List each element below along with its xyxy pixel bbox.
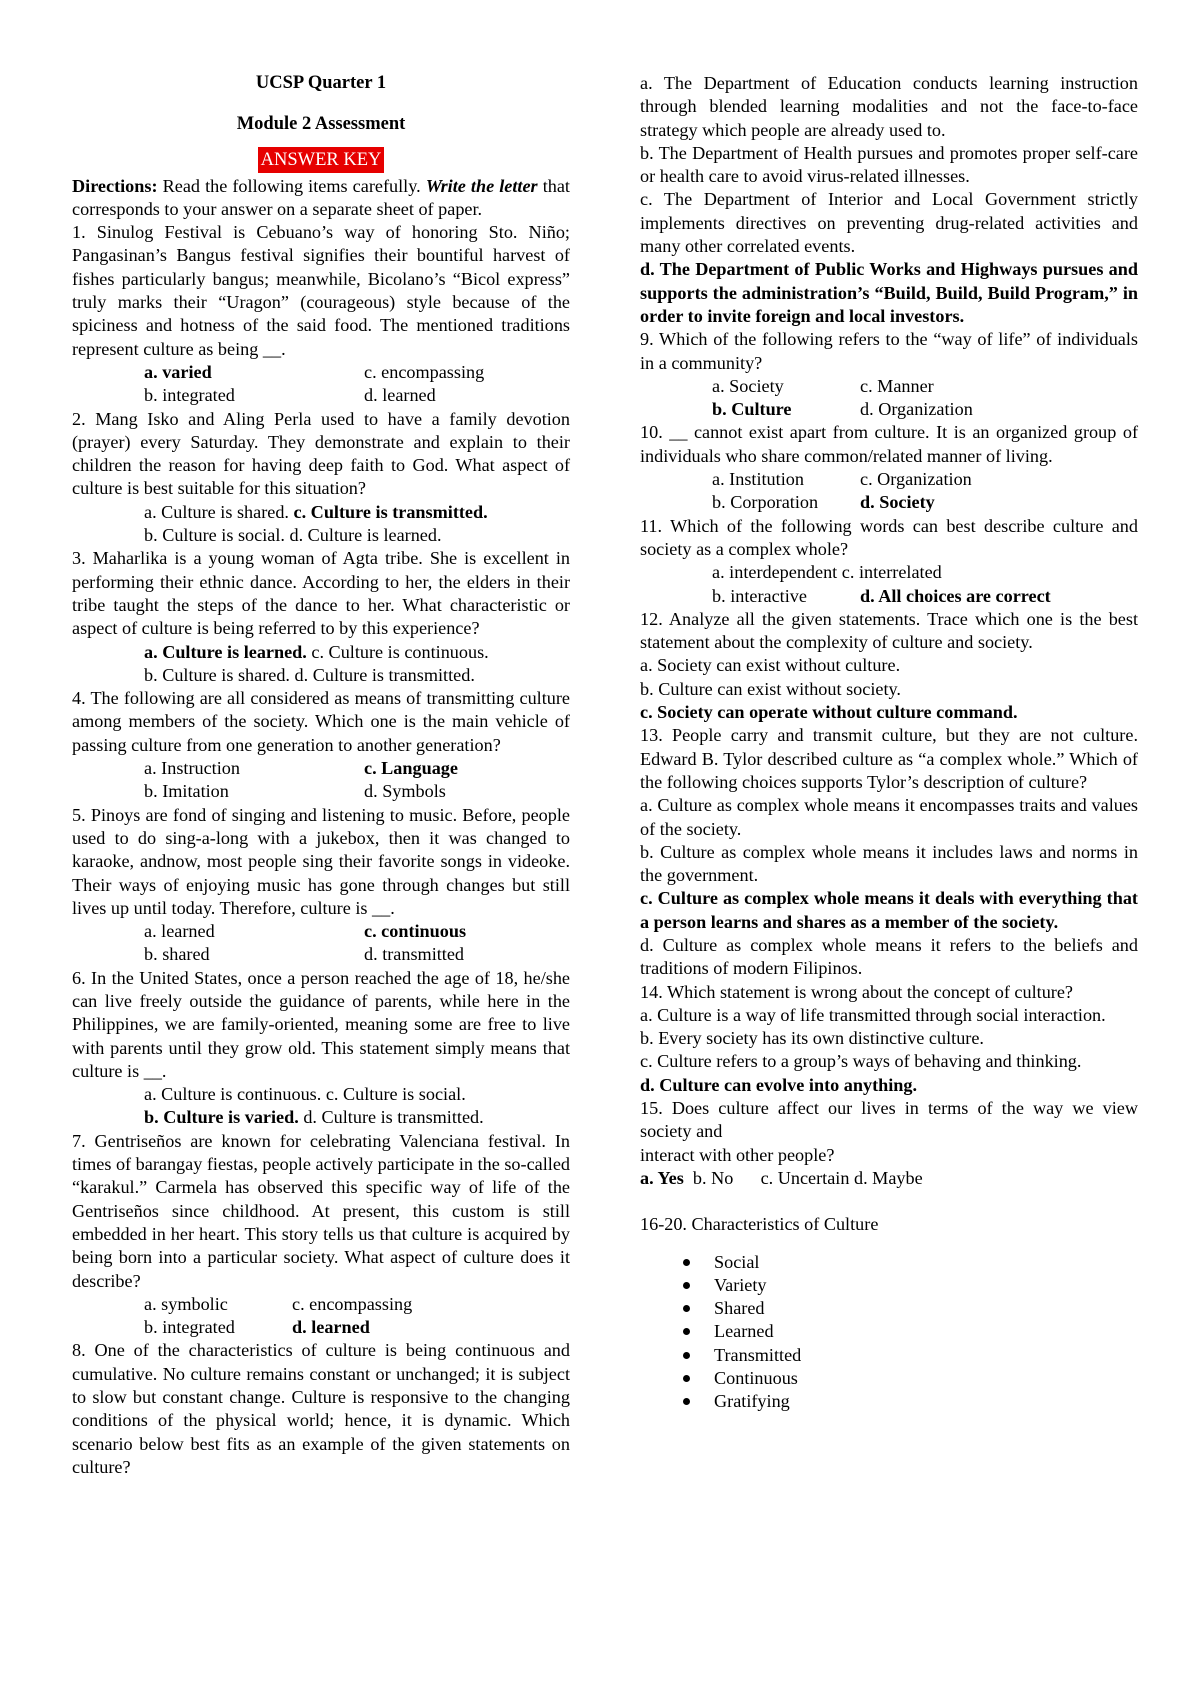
question-14-option-a: a. Culture is a way of life transmitted through social interaction. — [640, 1004, 1106, 1025]
question-2: 2. Mang Isko and Aling Perla used to have a family devotion (prayer) every Saturday. They demonstrate and explain to their children the reason for having deep faith to God. What aspect of culture is best suitable for this situation? — [72, 408, 570, 499]
option-answer: b. Culture — [712, 399, 792, 420]
question-2-options: a. Culture is shared. c. Culture is transmitted. — [144, 501, 488, 522]
list-item: Social — [714, 1251, 1138, 1274]
document-subtitle: Module 2 Assessment — [236, 114, 406, 135]
question-15-options: a. Yes b. No c. Uncertain d. Maybe — [640, 1167, 923, 1188]
question-8-option-b: b. The Department of Health pursues and promotes proper self-care or health care to avoid virus-related illnesses. — [640, 142, 1138, 187]
question-10: 10. __ cannot exist apart from culture. It is an organized group of individuals who share common/related manner of living. — [640, 422, 1138, 466]
question-8-option-d-answer: d. The Department of Public Works and Highways pursues and supports the administration’s “Build, Build, Build Program,” in order to invite foreign and local investors. — [640, 259, 1138, 326]
option: d. Symbols — [364, 781, 446, 802]
option-answer: b. Culture is varied. — [144, 1107, 299, 1128]
option: d. Organization — [860, 399, 973, 420]
question-10-options — [640, 468, 1138, 515]
option-answer: c. Culture is transmitted. — [293, 501, 488, 522]
list-item: Gratifying — [714, 1390, 1138, 1413]
question-1: 1. Sinulog Festival is Cebuano’s way of honoring Sto. Niño; Pangasinan’s Bangus festival signifies their bountiful harvest of fishes particularly bangus; meanwhile, Bicolano’s “Bicol express” truly marks their “Uragon” (courageous) style because of the spiciness and hotness of the said food. The mentioned traditions represent culture as being __. — [72, 222, 570, 359]
option-answer: a. Yes — [640, 1167, 684, 1188]
question-9: 9. Which of the following refers to the “way of life” of individuals in a community? — [640, 329, 1138, 373]
question-13-option-b: b. Culture as complex whole means it includes laws and norms in the government. — [640, 841, 1138, 886]
option: a. Society — [712, 375, 784, 396]
list-item: Transmitted — [714, 1344, 1138, 1367]
option: c. Organization — [860, 469, 972, 490]
option: a. symbolic — [144, 1293, 228, 1314]
question-5-options — [72, 920, 570, 967]
list-item: Continuous — [714, 1367, 1138, 1390]
question-3: 3. Maharlika is a young woman of Agta tribe. She is excellent in performing their ethnic dance. According to her, the elders in their tribe taught the steps of the dance to her. What characteristic or aspect of culture is being referred to by this experience? — [72, 548, 570, 639]
question-4-options — [72, 757, 570, 804]
question-12-option-b: b. Culture can exist without society. — [640, 678, 901, 699]
question-8: 8. One of the characteristics of culture is being continuous and cumulative. No culture remains constant or unchanged; it is subject to slow but constant change. Culture is responsive to the changing conditions of the physical world; hence, it is dynamic. Which scenario below best fits as an example of the given statements on culture? — [72, 1340, 570, 1477]
question-13-option-a: a. Culture as complex whole means it encompasses traits and values of the society. — [640, 795, 1138, 839]
section-heading: 16-20. Characteristics of Culture — [640, 1214, 879, 1235]
question-14-option-c: c. Culture refers to a group’s ways of behaving and thinking. — [640, 1051, 1082, 1072]
option: c. encompassing — [364, 361, 485, 382]
question-5: 5. Pinoys are fond of singing and listening to music. Before, people used to do sing-a-long with a jukebox, then it was changed to karaoke, andnow, most people sing their favorite songs in videoke. Their ways of enjoying music has gone through changes but still lives up until today. Therefore, culture is __. — [72, 804, 570, 918]
option-answer: c. Language — [364, 758, 458, 779]
option: b. integrated — [144, 1317, 235, 1338]
characteristics-list — [640, 1251, 1138, 1414]
directions-label: Directions: — [72, 175, 158, 196]
option: b. integrated — [144, 385, 235, 406]
question-13-option-c-answer: c. Culture as complex whole means it deals with everything that a person learns and shares as a member of the society. — [640, 888, 1138, 932]
question-8-option-c: c. The Department of Interior and Local Government strictly implements directives on preventing drug-related activities and many other correlated events. — [640, 189, 1138, 257]
option-answer: a. varied — [144, 361, 212, 382]
option: d. learned — [364, 385, 436, 406]
question-13: 13. People carry and transmit culture, but they are not culture. Edward B. Tylor described culture as “a complex whole.” Which of the following choices supports Tylor’s description of culture? — [640, 725, 1138, 792]
directions-emphasis: Write the letter — [425, 175, 538, 196]
option: b. Corporation — [712, 492, 819, 513]
left-column — [72, 72, 570, 1479]
question-14-option-d-answer: d. Culture can evolve into anything. — [640, 1074, 918, 1095]
list-item: Variety — [714, 1274, 1138, 1297]
option-answer: d. All choices are correct — [860, 585, 1051, 606]
option: c. Manner — [860, 375, 934, 396]
question-8-option-a: a. The Department of Education conducts learning instruction through blended learning modalities and not the face-to-face strategy which people are already used to. — [640, 73, 1138, 140]
option-answer: d. learned — [292, 1317, 370, 1338]
question-9-options — [640, 375, 1138, 422]
option-answer: d. Society — [860, 492, 935, 513]
option-answer: c. continuous — [364, 921, 467, 942]
question-3-options: a. Culture is learned. c. Culture is continuous. — [144, 641, 489, 662]
question-6-options-line2: b. Culture is varied. d. Culture is transmitted. — [144, 1107, 484, 1128]
question-7-options — [72, 1293, 570, 1340]
question-11: 11. Which of the following words can best describe culture and society as a complex whole? — [640, 515, 1138, 559]
question-7: 7. Gentriseños are known for celebrating Valenciana festival. In times of barangay fiestas, people actively participate in the so-called “karakul.” Carmela has observed this specific way of life of the Gentriseños since childhood. At present, this custom is still embedded in her heart. This story tells us that culture is acquired by being born into a particular society. What aspect of culture does it describe? — [72, 1130, 570, 1291]
question-4: 4. The following are all considered as means of transmitting culture among members of the society. Which one is the main vehicle of passing culture from one generation to another generation? — [72, 688, 570, 755]
list-item: Learned — [714, 1320, 1138, 1343]
question-11-options-line2 — [640, 585, 1138, 608]
option: a. learned — [144, 921, 215, 942]
question-3-options-line2: b. Culture is shared. d. Culture is transmitted. — [144, 664, 475, 685]
option: c. encompassing — [292, 1293, 413, 1314]
question-12-option-a: a. Society can exist without culture. — [640, 655, 901, 676]
question-1-options — [72, 361, 570, 408]
question-12: 12. Analyze all the given statements. Trace which one is the best statement about the complexity of culture and society. — [640, 608, 1138, 653]
list-item: Shared — [714, 1297, 1138, 1320]
right-column — [640, 72, 1138, 1414]
option: d. transmitted — [364, 944, 465, 965]
question-13-option-d: d. Culture as complex whole means it refers to the beliefs and traditions of modern Filipinos. — [640, 934, 1138, 979]
option: a. Instruction — [144, 758, 240, 779]
option-answer: a. Culture is learned. — [144, 641, 307, 662]
option: b. Imitation — [144, 781, 229, 802]
question-6: 6. In the United States, once a person reached the age of 18, he/she can live freely outside the guidance of parents, while here in the Philippines, we are family-oriented, meaning some are free to live with parents until they grow old. This statement simply means that culture is __. — [72, 967, 570, 1081]
option: b. shared — [144, 944, 210, 965]
answer-key-badge: ANSWER KEY — [258, 147, 385, 173]
question-11-options: a. interdependent c. interrelated — [712, 562, 942, 583]
directions: Directions: Read the following items carefully. Write the letter that corresponds to your answer on a separate sheet of paper. — [72, 175, 570, 219]
question-2-options-line2: b. Culture is social. d. Culture is learned. — [144, 525, 442, 546]
question-14: 14. Which statement is wrong about the concept of culture? — [640, 981, 1074, 1002]
question-15: 15. Does culture affect our lives in terms of the way we view society and — [640, 1098, 1138, 1142]
option: b. interactive — [712, 585, 807, 606]
question-14-option-b: b. Every society has its own distinctive culture. — [640, 1028, 984, 1049]
question-12-option-c-answer: c. Society can operate without culture command. — [640, 702, 1018, 723]
document-title: UCSP Quarter 1 — [255, 73, 387, 93]
question-6-options: a. Culture is continuous. c. Culture is social. — [144, 1084, 466, 1105]
question-15-line2: interact with other people? — [640, 1144, 835, 1165]
option: a. Institution — [712, 469, 804, 490]
